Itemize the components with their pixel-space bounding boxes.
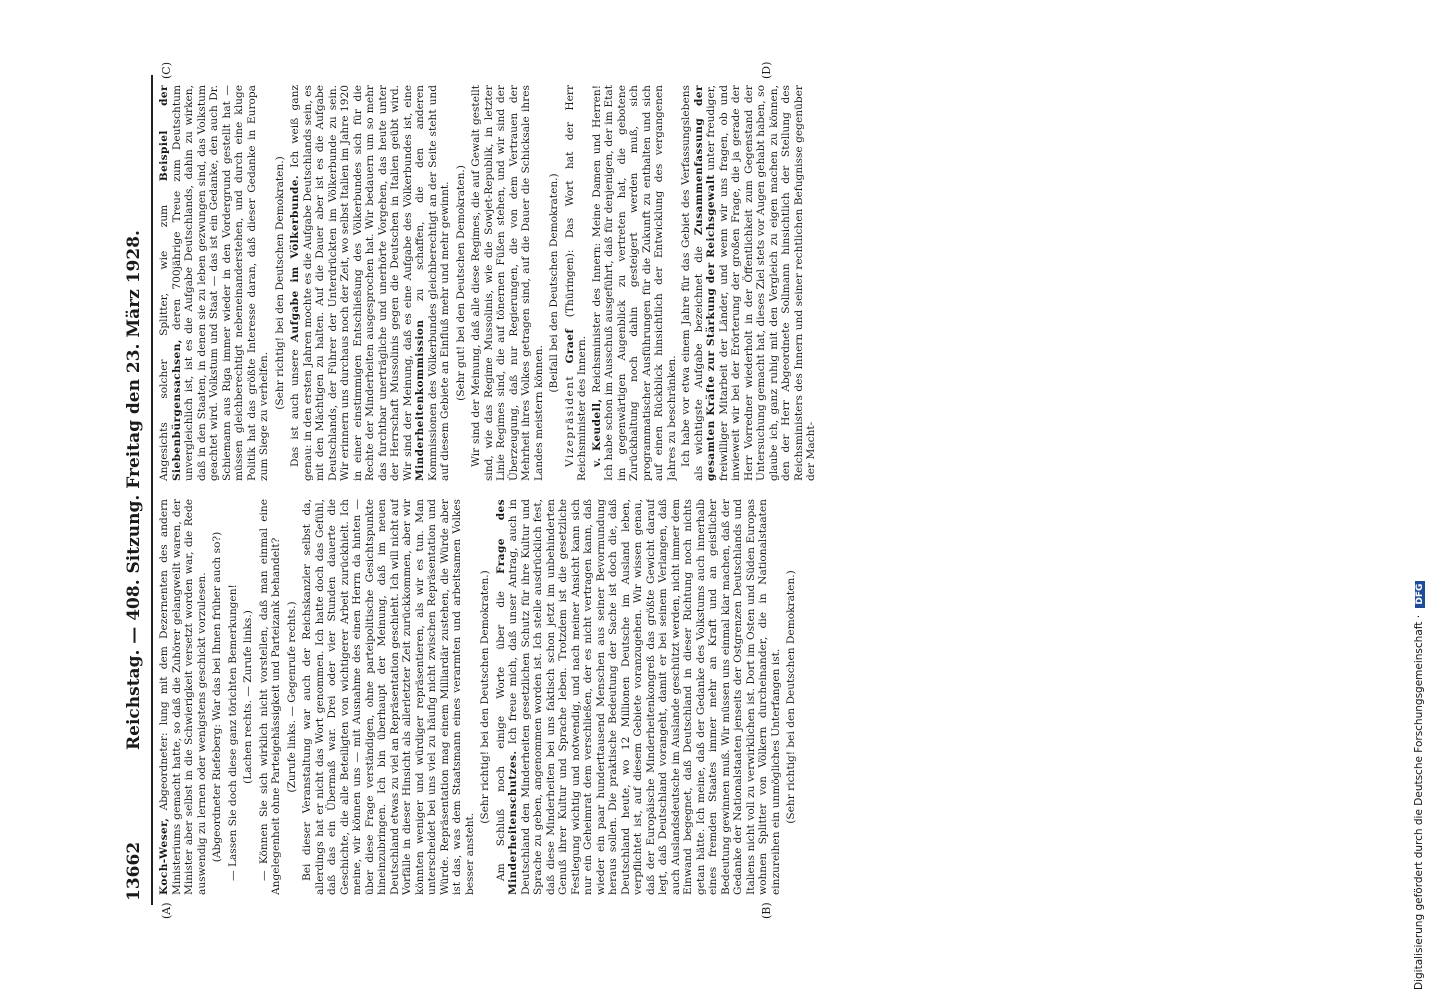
interjection: (Abgeordneter Riefeberg: War das bei Ihnen früher auch so?) [211,531,223,863]
paragraph: Angesichts solcher Splitter, wie zum Beispiel der Siebenbürgensachsen, deren 700jährige Treue zum Deutschtum unvergleichlich ist, ist es die Aufgabe Deutschlands, dahin zu wirken, daß in den Staaten, in denen sie zu leben gezwungen sind, das Volkstum geachtet wird. Volkstum und Staat — das ist ein Gedanke, den auch Dr. Schiemann aus Riga immer wieder in den Vordergrund gestellt hat — müssen gleichberechtigt nebeneinanderstehen, und durch eine kluge Politik hat das größte Interesse daran, daß dieser Gedanke in Europa zum Siege zu verhelfen. [158,85,270,481]
right-column [158,85,1318,481]
margin-mark-a: (A) [160,902,173,919]
paragraph: Ich habe vor etwa einem Jahre für das Gebiet des Verfassungslebens als wichtigste Aufgabe bezeichnet die Zusammenfassung der gesamten Kräfte zur Stärkung der Reichsgewalt unter freudiger, freiwilliger Mitarbeit der Länder, und wenn wir uns fragen, ob und inwieweit wir bei der Erörterung der großen Frage, die ja gerade der Herr Vorredner wiederholt in der Öffentlichkeit zum Gegenstand der Untersuchung gemacht hat, dieses Ziel stets vor Augen gehabt haben, so glaube ich, ganz ruhig mit den Vergleich zu eigen machen zu können, den der Herr Abgeordnete Sollmann hinsichtlich der Stellung des Reichsministers des Innern und seiner rechtlichen Befugnisse gegenüber der Macht- [680,85,817,481]
interjection: (Beifall bei den Deutschen Demokraten.) [548,173,560,393]
speaker-name: v. Keudell, [590,398,603,467]
bold-phrase: Minderheitenkommission [414,319,426,481]
margin-mark-b: (B) [760,902,773,919]
page-title: Reichstag. — 408. Sitzung. Freitag den 23. März 1928. [124,230,144,750]
paragraph: Vizepräsident Graef (Thüringen): Das Wort hat der Herr Reichsminister des Innern. [563,85,588,481]
paragraph: Bei dieser Veranstaltung war auch der Reichskanzler selbst da, allerdings hat er nicht das Wort genommen. Ich hatte doch das Gefühl, daß das ein Übermaß war. Drei oder vier Stunden dauerte die Geschichte, die alle Beteiligten von wichtigerer Arbeit zurückhielt. Ich meine, wir können uns — mit Ausnahme des einen Herrn da hinten — über diese Frage verständigen, ohne parteipolitische Gesichtspunkte hineinzubringen. Ich bin überhaupt der Meinung, daß im neuen Deutschland etwas zu viel an Repräsentation geschieht. Ich will nicht auf Vorfälle in dieser Hinsicht als allerletzter Zeit zurückkommen, aber wir könnten weniger und würdiger repräsentieren, als wir es tun. Man unterscheidet bei uns viel zu häufig nicht zwischen Repräsentation und Würde. Repräsentation mag einem Milliardär zustehen, die Würde aber ist das, was dem Staatsmann eines verarmten und arbeitsamen Volkes besser ansteht. [301,499,476,895]
paragraph: Am Schluß noch einige Worte über die Frage des Minderheitenschutzes. Ich freue mich, daß unser Antrag, auch in Deutschland den Minderheiten gesetzlichen Schutz für ihre Kultur und Sprache zu geben, angenommen worden ist. Ich stelle ausdrücklich fest, daß diese Minderheiten bei uns faktisch schon jetzt im unbehinderten Genuß ihrer Kultur und Sprache leben. Trotzdem ist die gesetzliche Festlegung wichtig und notwendig, und nach meiner Ansicht kann sich nur ein Geheimrat dem verschließen, der es nicht vertragen kann, daß wieder ein paar hunderttausend Menschen aus seiner Bevormundung heraus sollen. Die praktische Bedeutung der Sache ist doch die, daß Deutschland heute, wo 12 Millionen Deutsche im Ausland leben, verpflichtet ist, auf diesem Gebiete voranzugehen. Wir wissen genau, daß der Europäische Minderheitenkongreß das größte Gewicht darauf legt, daß Deutschland vorangeht, damit er bei seinem Verlangen, daß auch Auslandsdeutsche im Auslande geschützt werden, nicht immer dem Einwand begegnet, daß Deutschland in dieser Richtung noch nichts getan hätte. Ich meine, daß der Gedanke des Volkstums auch innerhalb eines fremden Staates immer mehr an Kraft und an geistlicher Bedeutung gewinnen muß. Wir müssen uns einmal klar machen, daß der Gedanke der Nationalstaaten jenseits der Ostgrenzen Deutschlands und Italiens nicht voll zu verwirklichen ist. Dort im Osten und Süden Europas wohnen Splitter von Völkern durcheinander, die in Nationalstaaten einzureihen ein unmögliches Unterfangen ist. [494,499,782,895]
header-rule [151,75,153,905]
paragraph: Das ist auch unsere Aufgabe im Völkerbunde. Ich weiß ganz genau: in den ersten Jahren mochte es die Aufgabe Deutschlands sein, es mit den Mächtigen zu halten. Auf die Dauer aber ist es die Aufgabe Deutschlands, der Führer der Unterdrückten im Völkerbunde zu sein. Wir erinnern uns durchaus noch der Zeit, wo selbst Italien im Jahre 1920 in einer einstimmigen Entschließung des Völkerbundes sich für die Rechte der Minderheiten ausgesprochen hat. Wir bedauern um so mehr das furchtbar unerträgliche und unerhörte Vorgehen, das heute unter der Herrschaft Mussolinis gegen die Deutschen in Italien geübt wird. Wir sind der Meinung, daß es eine Aufgabe des Völkerbundes ist, eine Minderheitenkommission zu schaffen, die den anderen Kommissionen des Völkerbundes gleichberechtigt an der Seite steht und auf diesem Gebiete an Einfluß mehr und mehr gewinnt. [289,85,451,481]
bold-phrase: Beispiel der Siebenbürgensachsen, [158,85,183,481]
interjection: (Sehr richtig! bei den Deutschen Demokraten.) [273,156,286,410]
digitization-text: Digitalisierung gefördert durch die Deutsche Forschungsgemeinschaft [1413,621,1425,990]
paragraph: v. Keudell, Reichsminister des Innern: Meine Damen und Herren! Ich habe schon im Ausschuß ausgeführt, daß für denjenigen, der im Etat im gegenwärtigen Augenblick zu vertreten hat, die gebotene Zurückhaltung noch dahin gesteigert werden muß, sich programmatischer Ausführungen für die Zukunft zu enthalten und sich auf einen Rückblick hinsichtlich der Entwicklung des vergangenen Jahres zu beschränken. [590,85,678,481]
interjection: (Zurufe links. — Gegenrufe rechts.) [285,601,298,793]
bold-phrase: Frage des Minderheitenschutzes. [494,499,519,895]
speaker-name: Koch-Weser, [158,817,170,895]
rotated-page [120,61,1330,919]
bold-phrase: Aufgabe im Völkerbunde. [289,175,301,343]
dfg-logo: DFG [1415,581,1425,608]
paragraph: Koch-Weser, Abgeordneter: lung mit dem Dezernenten des andern Ministeriums gemacht hatte, so daß die Zuhörer gelangweilt waren, der Minister aber selbst in die Schwierigkeit versetzt worden war, die Rede auswendig zu lernen oder wenigstens geschickt vorzulesen. [158,499,208,895]
speaker-name: Graef [563,328,576,364]
margin-mark-c: (C) [160,62,173,79]
paragraph: — Können Sie sich wirklich nicht vorstellen, daß man einmal eine Angelegenheit ohne Parteigehässigkeit und Parteizank behandelt? [257,499,282,895]
paragraph: — Lassen Sie doch diese ganz törichten Bemerkungen! [226,584,239,881]
margin-mark-d: (D) [760,61,773,79]
page-header [120,75,150,905]
interjection: (Sehr gut! bei den Deutschen Demokraten.) [454,165,467,401]
digitization-note: Digitalisierung gefördert durch die Deutsche Forschungsgemeinschaft · DFG [1413,0,1429,990]
interjection: (Sehr richtig! bei den Deutschen Demokraten.) [785,570,797,824]
page-number: 13662 [124,841,144,901]
paragraph: Wir sind der Meinung, daß alle diese Regimes, die auf Gewalt gestellt sind, wie das Regime Mussolinis, wie die Sowjet-Republik, in letzter Linie Regimes sind, die auf tönernen Füßen stehen, und wir sind der Überzeugung, daß nur Regierungen, die von dem Vertrauen der Mehrheit ihres Volkes getragen sind, auf die Dauer die Schicksale ihres Landes meistern können. [470,85,545,481]
interjection: (Sehr richtig! bei den Deutschen Demokraten.) [479,570,491,824]
interjection: (Lachen rechts. — Zurufe links.) [242,610,254,784]
bold-phrase: Zusammenfassung der gesamten Kräfte zur Stärkung der Reichsgewalt [692,85,717,481]
left-column [158,499,1318,895]
speaker-role: Abgeordneter: [158,732,170,811]
